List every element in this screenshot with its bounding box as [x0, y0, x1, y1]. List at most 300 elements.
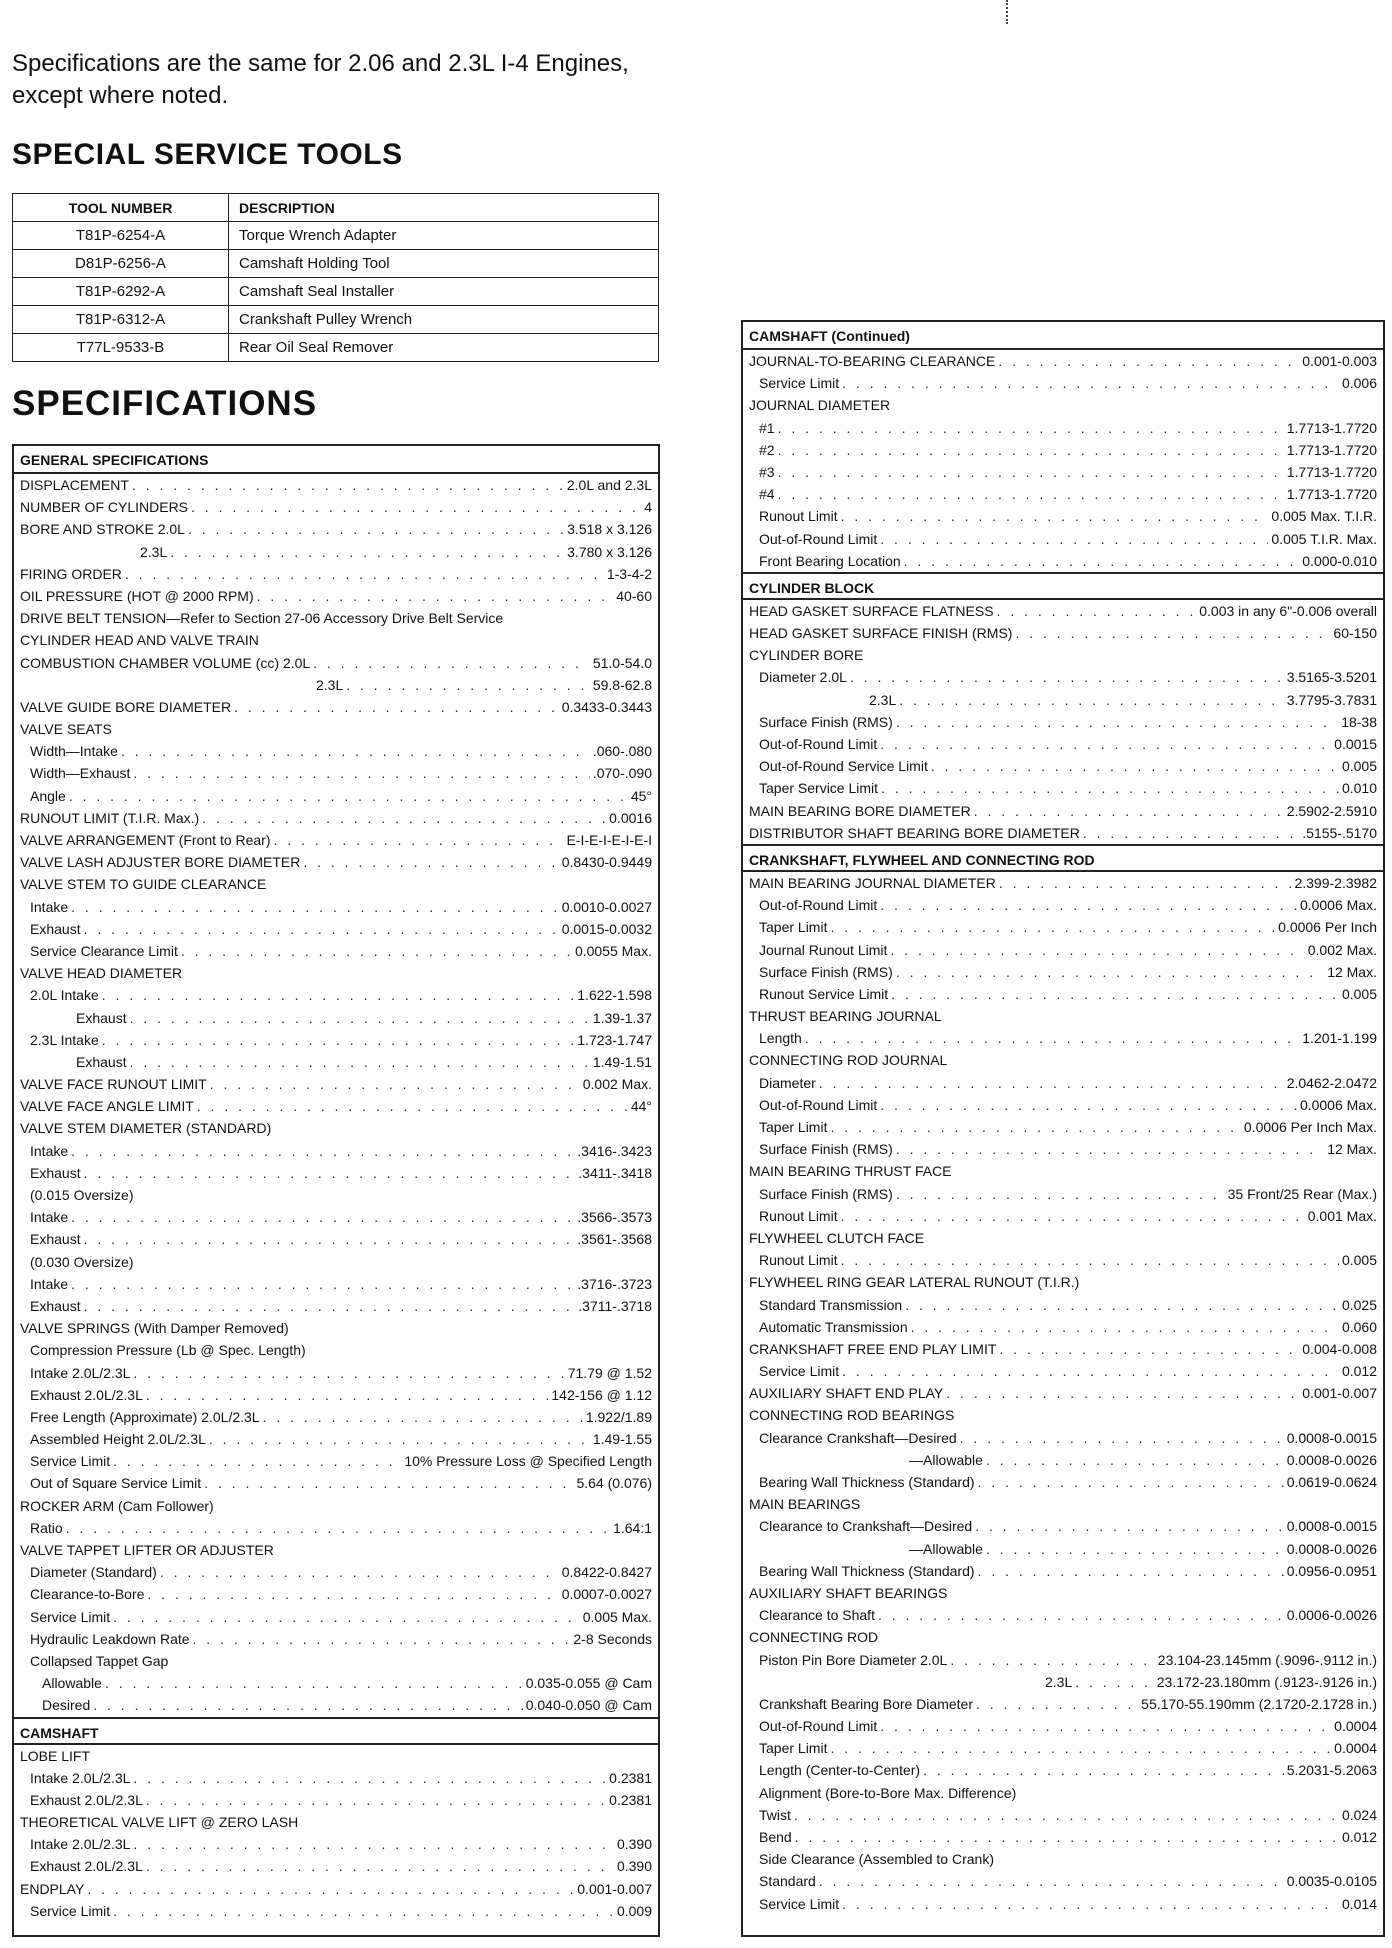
spec-value: 18-38: [1341, 713, 1377, 730]
spec-row: [20, 563, 652, 585]
spec-row: [20, 1811, 652, 1833]
spec-label: Intake 2.0L/2.3L: [30, 1364, 131, 1381]
spec-label: Intake: [30, 1142, 69, 1159]
spec-value: 35 Front/25 Rear (Max.): [1227, 1185, 1377, 1202]
spec-label: Collapsed Tappet Gap: [30, 1652, 169, 1669]
tool-number-cell: T81P-6292-A: [13, 278, 229, 306]
spec-value: 0.0008-0.0026: [1286, 1540, 1377, 1557]
spec-label: COMBUSTION CHAMBER VOLUME (cc) 2.0L: [20, 654, 311, 671]
spec-label: Taper Limit: [759, 1119, 828, 1135]
spec-label: 2.3L: [869, 691, 897, 708]
spec-label: Compression Pressure (Lb @ Spec. Length): [30, 1342, 306, 1359]
spec-row: [749, 1404, 1377, 1426]
spec-label: AUXILIARY SHAFT BEARINGS: [749, 1584, 948, 1601]
tool-description-cell: Crankshaft Pulley Wrench: [229, 306, 659, 334]
spec-value: 0.0015-0.0032: [561, 920, 652, 937]
spec-value: 23.172-23.180mm (.9123-.9126 in.): [1156, 1673, 1377, 1690]
dot-leader: [147, 1583, 558, 1605]
spec-label: Out of Square Service Limit: [30, 1475, 202, 1492]
spec-value: 71.79 @ 1.52: [567, 1364, 652, 1381]
spec-value: 12 Max.: [1327, 963, 1377, 980]
spec-value: 0.0055 Max.: [574, 942, 652, 959]
spec-row: [20, 1251, 652, 1273]
spec-value: 0.000-0.010: [1302, 552, 1377, 569]
spec-value: 0.002 Max.: [582, 1076, 652, 1093]
spec-label: Free Length (Approximate) 2.0L/2.3L: [30, 1408, 260, 1425]
spec-label: Clearance to Crankshaft—Desired: [759, 1518, 973, 1535]
spec-row: [749, 872, 1377, 894]
spec-value: 0.005 Max. T.I.R.: [1271, 508, 1377, 525]
dot-leader: [130, 1051, 590, 1073]
spec-label: Surface Finish (RMS): [759, 1185, 893, 1202]
spec-label: Length: [759, 1030, 802, 1047]
spec-row: [749, 689, 1377, 711]
dot-leader: [794, 1804, 1339, 1826]
spec-row: [20, 807, 652, 829]
dot-leader: [778, 439, 1284, 461]
dot-leader: [113, 1606, 580, 1628]
right-spec-panel: [741, 320, 1385, 1937]
dot-leader: [830, 1737, 1331, 1759]
spec-label: FIRING ORDER: [20, 565, 122, 582]
spec-row: [749, 461, 1377, 483]
spec-value: 0.005: [1341, 985, 1377, 1002]
spec-row: [749, 1205, 1377, 1227]
spec-value: .3566-.3573: [577, 1209, 652, 1226]
spec-label: Intake: [30, 1209, 69, 1226]
spec-label: VALVE ARRANGEMENT (Front to Rear): [20, 832, 271, 848]
spec-label: Exhaust: [30, 1297, 81, 1314]
spec-row: [20, 652, 652, 674]
spec-value: 0.0004: [1334, 1718, 1377, 1735]
spec-row: [20, 1855, 652, 1877]
spec-row: [20, 629, 652, 651]
spec-label: Assembled Height 2.0L/2.3L: [30, 1431, 206, 1448]
page-tick-mark: [1006, 0, 1008, 24]
spec-value: 0.8430-0.9449: [561, 854, 652, 871]
spec-value: 0.0016: [609, 809, 652, 826]
spec-label: Diameter (Standard): [30, 1564, 157, 1581]
table-row: [13, 278, 659, 306]
spec-value: 0.005: [1341, 758, 1377, 775]
spec-value: 0.0008-0.0015: [1286, 1429, 1377, 1446]
spec-label: BORE AND STROKE 2.0L: [20, 521, 185, 538]
spec-label: Exhaust 2.0L/2.3L: [30, 1791, 143, 1808]
spec-value: 2.0L and 2.3L: [566, 477, 652, 493]
spec-row: [20, 1694, 652, 1716]
spec-label: Ratio: [30, 1519, 63, 1536]
spec-row: [749, 1427, 1377, 1449]
left-spec-panel: [12, 444, 660, 1937]
crankshaft-title: CRANKSHAFT, FLYWHEEL AND CONNECTING ROD: [743, 844, 1383, 872]
spec-label: Bearing Wall Thickness (Standard): [759, 1562, 975, 1579]
spec-value: 0.012: [1341, 1363, 1377, 1380]
spec-value: 0.0008-0.0026: [1286, 1451, 1377, 1468]
spec-label: 2.3L: [1045, 1673, 1073, 1690]
camshaft-specs-list: [14, 1745, 658, 1923]
spec-row: [20, 740, 652, 762]
spec-value: .3411-.3418: [578, 1164, 652, 1181]
spec-label: DISTRIBUTOR SHAFT BEARING BORE DIAMETER: [749, 824, 1080, 841]
spec-row: [749, 1870, 1377, 1892]
spec-label: CRANKSHAFT FREE END PLAY LIMIT: [749, 1340, 997, 1357]
spec-label: MAIN BEARING BORE DIAMETER: [749, 802, 971, 819]
spec-label: Width—Exhaust: [30, 765, 131, 782]
spec-value: 0.004-0.008: [1302, 1340, 1377, 1357]
dot-leader: [881, 777, 1339, 799]
spec-label: Runout Service Limit: [759, 985, 889, 1002]
spec-label: MAIN BEARINGS: [749, 1496, 861, 1513]
spec-row: [20, 1007, 652, 1029]
dot-leader: [842, 1893, 1339, 1915]
cylinder-block-list: [743, 600, 1383, 844]
spec-value: 2.0462-2.0472: [1286, 1074, 1377, 1091]
dot-leader: [890, 939, 1304, 961]
spec-row: [749, 939, 1377, 961]
spec-label: Out-of-Round Service Limit: [759, 758, 928, 775]
spec-value: 0.0035-0.0105: [1286, 1873, 1377, 1890]
spec-row: [749, 1826, 1377, 1848]
dot-leader: [850, 666, 1284, 688]
spec-label: VALVE SEATS: [20, 721, 112, 738]
spec-row: [20, 873, 652, 895]
spec-value: .3416-.3423: [577, 1142, 652, 1159]
spec-row: [749, 1759, 1377, 1781]
dot-leader: [84, 918, 559, 940]
spec-row: [20, 962, 652, 984]
spec-label: Out-of-Round Limit: [759, 736, 878, 752]
spec-row: [749, 1671, 1377, 1693]
spec-row: [20, 1583, 652, 1605]
dot-leader: [66, 1517, 610, 1539]
spec-row: [749, 644, 1377, 666]
spec-row: [749, 1138, 1377, 1160]
tools-heading: SPECIAL SERVICE TOOLS: [12, 138, 403, 171]
spec-row: [749, 1027, 1377, 1049]
dot-leader: [71, 896, 559, 918]
table-row: [13, 222, 659, 250]
spec-label: Piston Pin Bore Diameter 2.0L: [759, 1651, 948, 1668]
spec-label: #2: [759, 441, 775, 458]
table-row: [13, 250, 659, 278]
spec-row: [20, 785, 652, 807]
spec-value: 0.2381: [609, 1791, 652, 1808]
spec-value: 0.024: [1341, 1806, 1377, 1823]
spec-label: Surface Finish (RMS): [759, 963, 893, 980]
spec-label: (0.015 Oversize): [30, 1187, 134, 1203]
spec-row: [749, 1360, 1377, 1382]
tool-number-cell: T81P-6254-A: [13, 222, 229, 250]
general-specs-title: GENERAL SPECIFICATIONS: [14, 446, 658, 474]
spec-label: (0.030 Oversize): [30, 1253, 134, 1270]
spec-row: [749, 1515, 1377, 1537]
spec-label: AUXILIARY SHAFT END PLAY: [749, 1385, 944, 1402]
spec-row: [20, 474, 652, 496]
spec-label: Clearance-to-Bore: [30, 1586, 145, 1603]
dot-leader: [1015, 622, 1330, 644]
spec-value: 0.035-0.055 @ Cam: [525, 1675, 652, 1692]
spec-row: [749, 822, 1377, 844]
spec-label: Runout Limit: [759, 508, 838, 525]
dot-leader: [986, 1449, 1284, 1471]
spec-label: Exhaust: [30, 1231, 81, 1248]
dot-leader: [71, 1273, 574, 1295]
tool-description-cell: Camshaft Seal Installer: [229, 278, 659, 306]
spec-value: 142-156 @ 1.12: [551, 1386, 652, 1403]
spec-label: VALVE STEM TO GUIDE CLEARANCE: [20, 876, 267, 893]
tools-table: [12, 193, 659, 362]
spec-value: 0.0006 Max.: [1299, 1096, 1377, 1113]
spec-label: Angle: [30, 787, 66, 804]
tools-table-header: [13, 194, 659, 222]
spec-row: [749, 600, 1377, 622]
spec-value: 0.006: [1341, 375, 1377, 392]
spec-label: MAIN BEARING THRUST FACE: [749, 1163, 952, 1180]
spec-value: 0.0006 Per Inch: [1278, 919, 1377, 936]
spec-label: Automatic Transmission: [759, 1318, 908, 1335]
dot-leader: [950, 1649, 1154, 1671]
spec-row: [20, 829, 652, 851]
spec-label: Taper Limit: [759, 1740, 828, 1757]
tool-number-header: TOOL NUMBER: [13, 194, 229, 222]
spec-row: [749, 1160, 1377, 1182]
spec-row: [749, 1804, 1377, 1826]
spec-row: [20, 1539, 652, 1561]
dot-leader: [998, 350, 1299, 372]
spec-label: Hydraulic Leakdown Rate: [30, 1630, 190, 1647]
spec-row: [749, 350, 1377, 372]
spec-label: Service Limit: [30, 1453, 111, 1470]
spec-label: Standard: [759, 1873, 816, 1890]
spec-value: 0.014: [1341, 1895, 1377, 1912]
spec-label: Exhaust: [76, 1009, 127, 1026]
spec-row: [749, 505, 1377, 527]
spec-label: Out-of-Round Limit: [759, 530, 878, 547]
spec-label: Clearance to Shaft: [759, 1607, 875, 1624]
camshaft-continued-list: [743, 350, 1383, 572]
spec-label: Runout Limit: [759, 1207, 838, 1224]
dot-leader: [133, 1767, 606, 1789]
spec-row: [20, 896, 652, 918]
spec-value: 0.001-0.007: [577, 1880, 652, 1897]
spec-row: [749, 711, 1377, 733]
spec-label: Length (Center-to-Center): [759, 1762, 921, 1779]
spec-row: [749, 1249, 1377, 1271]
spec-label: RUNOUT LIMIT (T.I.R. Max.): [20, 809, 200, 826]
spec-value: 1.7713-1.7720: [1286, 463, 1377, 480]
spec-value: 1.7713-1.7720: [1286, 419, 1377, 436]
spec-row: [749, 1271, 1377, 1293]
general-specs-list: [14, 474, 658, 1717]
spec-row: [20, 1495, 652, 1517]
spec-value: 0.0956-0.0951: [1286, 1562, 1377, 1579]
spec-row: [20, 1051, 652, 1073]
dot-leader: [819, 1072, 1284, 1094]
spec-row: [749, 1604, 1377, 1626]
spec-row: [20, 696, 652, 718]
spec-label: Exhaust: [76, 1053, 127, 1070]
spec-value: 0.012: [1341, 1829, 1377, 1845]
spec-row: [749, 1693, 1377, 1715]
spec-label: Service Clearance Limit: [30, 942, 178, 959]
spec-row: [749, 1471, 1377, 1493]
spec-label: 2.0L Intake: [30, 987, 99, 1004]
spec-label: Service Limit: [759, 1363, 840, 1380]
spec-label: JOURNAL-TO-BEARING CLEARANCE: [749, 353, 996, 369]
spec-row: [749, 1649, 1377, 1671]
spec-row: [20, 496, 652, 518]
dot-leader: [778, 417, 1284, 439]
spec-value: 1.7713-1.7720: [1286, 486, 1377, 503]
dot-leader: [997, 600, 1197, 622]
spec-value: 0.0004: [1334, 1740, 1377, 1757]
spec-row: [20, 851, 652, 873]
spec-value: 0.060: [1341, 1318, 1377, 1335]
dot-leader: [830, 1116, 1240, 1138]
spec-row: [749, 439, 1377, 461]
spec-row: [749, 1582, 1377, 1604]
tool-number-cell: T77L-9533-B: [13, 334, 229, 362]
spec-label: Diameter 2.0L: [759, 669, 847, 686]
spec-row: [20, 674, 652, 696]
spec-label: Standard Transmission: [759, 1296, 903, 1313]
dot-leader: [313, 652, 590, 674]
dot-leader: [133, 1362, 564, 1384]
spec-label: CONNECTING ROD: [749, 1629, 879, 1646]
spec-value: 2.399-2.3982: [1294, 874, 1377, 891]
dot-leader: [113, 1450, 401, 1472]
dot-leader: [975, 1515, 1283, 1537]
spec-row: [20, 918, 652, 940]
table-row: [13, 306, 659, 334]
spec-value: 1.7713-1.7720: [1286, 441, 1377, 458]
spec-label: Surface Finish (RMS): [759, 1141, 893, 1158]
dot-leader: [778, 483, 1284, 505]
spec-row: [20, 1317, 652, 1339]
spec-label: Runout Limit: [759, 1252, 838, 1269]
spec-label: ENDPLAY: [20, 1880, 85, 1897]
spec-value: 2.5902-2.5910: [1286, 802, 1377, 819]
spec-row: [20, 1184, 652, 1206]
spec-row: [20, 1095, 652, 1117]
spec-label: VALVE SPRINGS (With Damper Removed): [20, 1320, 289, 1337]
spec-row: [20, 718, 652, 740]
spec-row: [749, 394, 1377, 416]
spec-row: [749, 1072, 1377, 1094]
spec-row: [749, 417, 1377, 439]
dot-leader: [899, 689, 1283, 711]
spec-row: [749, 1493, 1377, 1515]
spec-row: [749, 372, 1377, 394]
dot-leader: [188, 518, 564, 540]
spec-value: 0.001-0.003: [1302, 353, 1377, 369]
spec-row: [749, 1538, 1377, 1560]
dot-leader: [778, 461, 1284, 483]
camshaft-title: CAMSHAFT: [14, 1717, 658, 1745]
spec-row: [749, 666, 1377, 688]
spec-value: 0.001 Max.: [1307, 1207, 1377, 1224]
spec-value: 23.104-23.145mm (.9096-.9112 in.): [1157, 1651, 1377, 1668]
spec-label: FLYWHEEL CLUTCH FACE: [749, 1229, 925, 1246]
spec-row: [20, 1428, 652, 1450]
spec-label: VALVE LASH ADJUSTER BORE DIAMETER: [20, 854, 301, 871]
camshaft-continued-title: CAMSHAFT (Continued): [743, 322, 1383, 350]
spec-row: [749, 1049, 1377, 1071]
dot-leader: [146, 1855, 614, 1877]
spec-value: 1.49-1.51: [592, 1053, 652, 1070]
spec-label: Crankshaft Bearing Bore Diameter: [759, 1695, 973, 1712]
dot-leader: [87, 1878, 574, 1900]
dot-leader: [202, 807, 606, 829]
spec-value: 0.8422-0.8427: [561, 1564, 652, 1581]
spec-value: 0.009: [616, 1902, 652, 1919]
spec-row: [20, 1878, 652, 1900]
spec-value: 0.040-0.050 @ Cam: [525, 1697, 652, 1714]
spec-label: Out-of-Round Limit: [759, 1096, 878, 1113]
spec-label: NUMBER OF CYLINDERS: [20, 499, 189, 516]
spec-label: 2.3L Intake: [30, 1031, 99, 1048]
spec-label: Side Clearance (Assembled to Crank): [759, 1851, 994, 1868]
spec-label: Twist: [759, 1806, 791, 1823]
dot-leader: [978, 1560, 1284, 1582]
spec-value: 0.0619-0.0624: [1286, 1474, 1377, 1490]
spec-value: 51.0-54.0: [592, 654, 652, 671]
spec-row: [20, 1472, 652, 1494]
spec-row: [20, 762, 652, 784]
spec-value: 0.0010-0.0027: [561, 898, 652, 915]
spec-row: [749, 1893, 1377, 1915]
spec-label: Width—Intake: [30, 743, 118, 760]
spec-label: CYLINDER HEAD AND VALVE TRAIN: [20, 632, 259, 649]
dot-leader: [209, 1428, 590, 1450]
spec-row: [20, 1767, 652, 1789]
spec-label: THRUST BEARING JOURNAL: [749, 1008, 942, 1025]
spec-value: 44°: [630, 1098, 652, 1115]
dot-leader: [960, 1427, 1284, 1449]
spec-row: [20, 1029, 652, 1051]
dot-leader: [234, 696, 559, 718]
dot-leader: [193, 1628, 571, 1650]
spec-label: VALVE FACE ANGLE LIMIT: [20, 1098, 194, 1115]
dot-leader: [880, 1715, 1331, 1737]
spec-label: Clearance Crankshaft—Desired: [759, 1429, 957, 1446]
dot-leader: [841, 505, 1269, 527]
spec-label: VALVE HEAD DIAMETER: [20, 965, 183, 982]
dot-leader: [978, 1471, 1284, 1493]
dot-leader: [170, 541, 564, 563]
spec-value: 55.170-55.190mm (2.1720-2.1728 in.): [1141, 1695, 1377, 1712]
spec-value: 0.0007-0.0027: [561, 1586, 652, 1603]
spec-row: [20, 1745, 652, 1767]
spec-row: [20, 1900, 652, 1922]
spec-label: MAIN BEARING JOURNAL DIAMETER: [749, 874, 996, 891]
spec-value: 0.002 Max.: [1307, 941, 1377, 958]
spec-label: CONNECTING ROD JOURNAL: [749, 1052, 948, 1069]
cylinder-block-title: CYLINDER BLOCK: [743, 572, 1383, 600]
spec-label: Intake 2.0L/2.3L: [30, 1836, 131, 1853]
spec-row: [20, 1295, 652, 1317]
spec-value: .3711-.3718: [578, 1297, 652, 1314]
spec-value: 3.518 x 3.126: [567, 521, 652, 538]
spec-row: [749, 916, 1377, 938]
spec-value: 5.64 (0.076): [576, 1475, 652, 1492]
spec-value: 0.001-0.007: [1302, 1385, 1377, 1402]
dot-leader: [93, 1694, 522, 1716]
spec-row: [749, 800, 1377, 822]
spec-value: 0.390: [616, 1836, 652, 1853]
spec-row: [749, 1626, 1377, 1648]
spec-label: Exhaust: [30, 1164, 81, 1181]
